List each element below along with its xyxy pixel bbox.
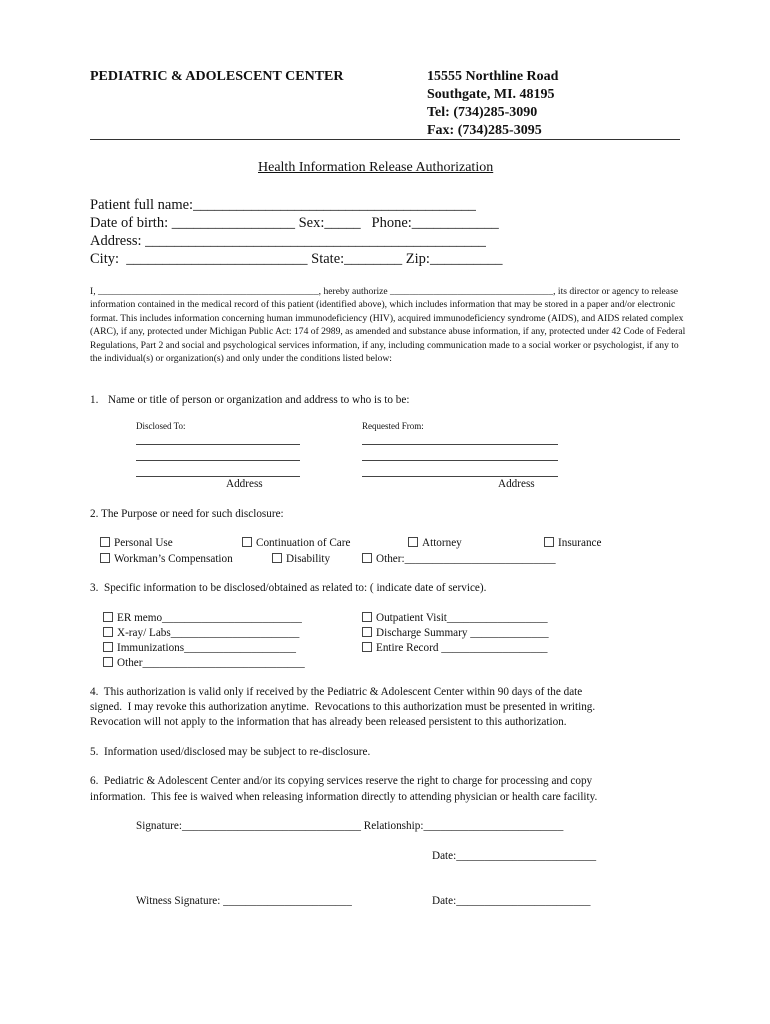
section1-text: Name or title of person or organization and address to who is to be: [108,394,410,406]
header-divider [90,139,680,140]
requested-from-label: Requested From: [362,421,424,431]
checkbox-icon [362,627,372,637]
checkbox-icon [103,627,113,637]
purpose-insurance-checkbox[interactable]: Insurance [544,537,601,549]
form-title: Health Information Release Authorization [258,160,494,175]
org-address-line2: Southgate, MI. 48195 [427,87,555,102]
section5-text: 5. Information used/disclosed may be subject to re-disclosure. [90,746,371,758]
section6-line1: 6. Pediatric & Adolescent Center and/or its copying services reserve the right to charge for processing and copy [90,775,593,787]
info-outpatient-visit-checkbox[interactable]: Outpatient Visit__________________ [362,612,548,624]
purpose-continuation-care-checkbox[interactable]: Continuation of Care [242,537,350,549]
patient-name-field[interactable]: Patient full name:_______________________________________ [90,197,476,213]
info-er-memo-checkbox[interactable]: ER memo_________________________ [103,612,302,624]
checkbox-icon [103,657,113,667]
info-immunizations-checkbox[interactable]: Immunizations____________________ [103,642,296,654]
section2-heading: 2. The Purpose or need for such disclosure: [90,508,284,520]
purpose-attorney-checkbox[interactable]: Attorney [408,537,462,549]
authorization-paragraph: I, ______________________________________________, hereby authorize __________________________________, its director or agency to release information contained in the medical record of this patient (identified above), which includes information that may be stored in a paper and/or electronic format. This includes information concerning human immunodeficiency (HIV), acquired immunodeficiency syndrome (AIDS), and AIDS related complex (ARC), if any, protected under Michigan Public Act: 174 of 2989, as amended and substance abuse information, if any, protected under 42 Code of Federal Regulations, Part 2 and social and psychological services information, if any, including communication made to a social worker or psychologist, if any to the individual(s) or organization(s) and only under the conditions listed below: [90,286,686,365]
org-tel: Tel: (734)285-3090 [427,105,538,120]
org-name: PEDIATRIC & ADOLESCENT CENTER [90,69,344,84]
checkbox-icon [408,537,418,547]
patient-dob-sex-phone-field[interactable]: Date of birth: _________________ Sex:_____ Phone:____________ [90,215,499,231]
checkbox-icon [103,612,113,622]
purpose-personal-use-checkbox[interactable]: Personal Use [100,537,173,549]
info-xray-labs-checkbox[interactable]: X-ray/ Labs_______________________ [103,627,299,639]
org-address-line1: 15555 Northline Road [427,69,559,84]
org-fax: Fax: (734)285-3095 [427,123,542,138]
witness-signature-field[interactable]: Witness Signature: _______________________ [136,895,352,907]
purpose-workmans-comp-checkbox[interactable]: Workman’s Compensation [100,553,233,565]
checkbox-icon [362,553,372,563]
checkbox-icon [362,612,372,622]
info-other-checkbox[interactable]: Other_____________________________ [103,657,305,669]
section4-line3: Revocation will not apply to the information that has already been released persistent to this authorization. [90,716,567,728]
disclosed-to-line[interactable] [136,444,300,445]
checkbox-icon [100,553,110,563]
checkbox-icon [272,553,282,563]
checkbox-icon [100,537,110,547]
section4-line2: signed. I may revoke this authorization anytime. Revocations to this authorization must be presented in writing. [90,701,596,713]
section3-heading: 3. Specific information to be disclosed/obtained as related to: ( indicate date of service). [90,582,487,594]
disclosed-to-line[interactable] [136,476,300,477]
section6-line2: information. This fee is waived when releasing information directly to attending physician or health care facility. [90,791,598,803]
purpose-other-checkbox[interactable]: Other:___________________________ [362,553,556,565]
info-discharge-summary-checkbox[interactable]: Discharge Summary ______________ [362,627,549,639]
patient-city-state-zip-field[interactable]: City: _________________________ State:________ Zip:__________ [90,251,503,267]
patient-address-field[interactable]: Address: _______________________________________________ [90,233,486,249]
disclosed-to-line[interactable] [136,460,300,461]
info-entire-record-checkbox[interactable]: Entire Record ___________________ [362,642,548,654]
requested-address-label: Address [498,478,535,490]
section4-line1: 4. This authorization is valid only if received by the Pediatric & Adolescent Center within 90 days of the date [90,686,583,698]
purpose-disability-checkbox[interactable]: Disability [272,553,330,565]
requested-from-line[interactable] [362,476,558,477]
disclosed-address-label: Address [226,478,263,490]
checkbox-icon [103,642,113,652]
witness-date-field[interactable]: Date:________________________ [432,895,591,907]
checkbox-icon [362,642,372,652]
checkbox-icon [544,537,554,547]
signature-date-field[interactable]: Date:_________________________ [432,850,597,862]
requested-from-line[interactable] [362,444,558,445]
disclosed-to-label: Disclosed To: [136,421,186,431]
checkbox-icon [242,537,252,547]
section1-number: 1. [90,394,99,406]
signature-relationship-field[interactable]: Signature:________________________________ Relationship:_________________________ [136,820,564,832]
requested-from-line[interactable] [362,460,558,461]
